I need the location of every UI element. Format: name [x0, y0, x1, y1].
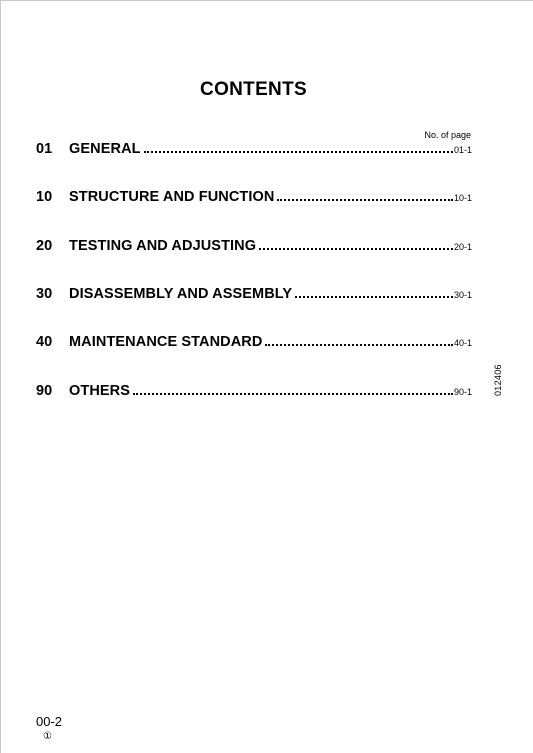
- column-header-page: No. of page: [424, 130, 471, 140]
- dot-leader: [265, 343, 453, 346]
- toc-entry-number: 20: [36, 238, 53, 254]
- toc-entry-label: MAINTENANCE STANDARD: [69, 334, 263, 350]
- toc-entry-page: 90-1: [453, 387, 472, 397]
- toc-entry-label: TESTING AND ADJUSTING: [69, 238, 257, 254]
- toc-entry-page: 01-1: [453, 145, 472, 155]
- revision-mark: ①: [43, 731, 52, 742]
- toc-entry-page: 10-1: [453, 193, 472, 203]
- toc-entry-structure-and-function: [36, 189, 472, 205]
- page-title: CONTENTS: [200, 79, 307, 100]
- toc-entry-label: DISASSEMBLY AND ASSEMBLY: [69, 286, 293, 302]
- toc-entry-others: [36, 383, 472, 399]
- dot-leader: [295, 295, 453, 298]
- toc-entry-label: STRUCTURE AND FUNCTION: [69, 189, 275, 205]
- toc-entry-label: OTHERS: [69, 383, 131, 399]
- toc-entry-testing-and-adjusting: [36, 238, 472, 254]
- toc-entry-page: 30-1: [453, 290, 472, 300]
- toc-entry-page: 20-1: [453, 242, 472, 252]
- toc-entry-number: 90: [36, 383, 53, 399]
- toc-entry-number: 01: [36, 141, 53, 157]
- toc-entry-number: 30: [36, 286, 53, 302]
- toc-entry-number: 10: [36, 189, 53, 205]
- toc-entry-number: 40: [36, 334, 53, 350]
- dot-leader: [133, 392, 453, 395]
- toc-entry-disassembly-and-assembly: [36, 286, 472, 302]
- document-code: 012406: [493, 364, 503, 396]
- dot-leader: [277, 198, 453, 201]
- toc-entry-maintenance-standard: [36, 334, 472, 350]
- toc-entry-general: [36, 141, 472, 157]
- toc-entry-label: GENERAL: [69, 141, 141, 157]
- toc-entry-page: 40-1: [453, 338, 472, 348]
- dot-leader: [144, 150, 453, 153]
- page-number: 00-2: [36, 714, 63, 729]
- dot-leader: [259, 247, 453, 250]
